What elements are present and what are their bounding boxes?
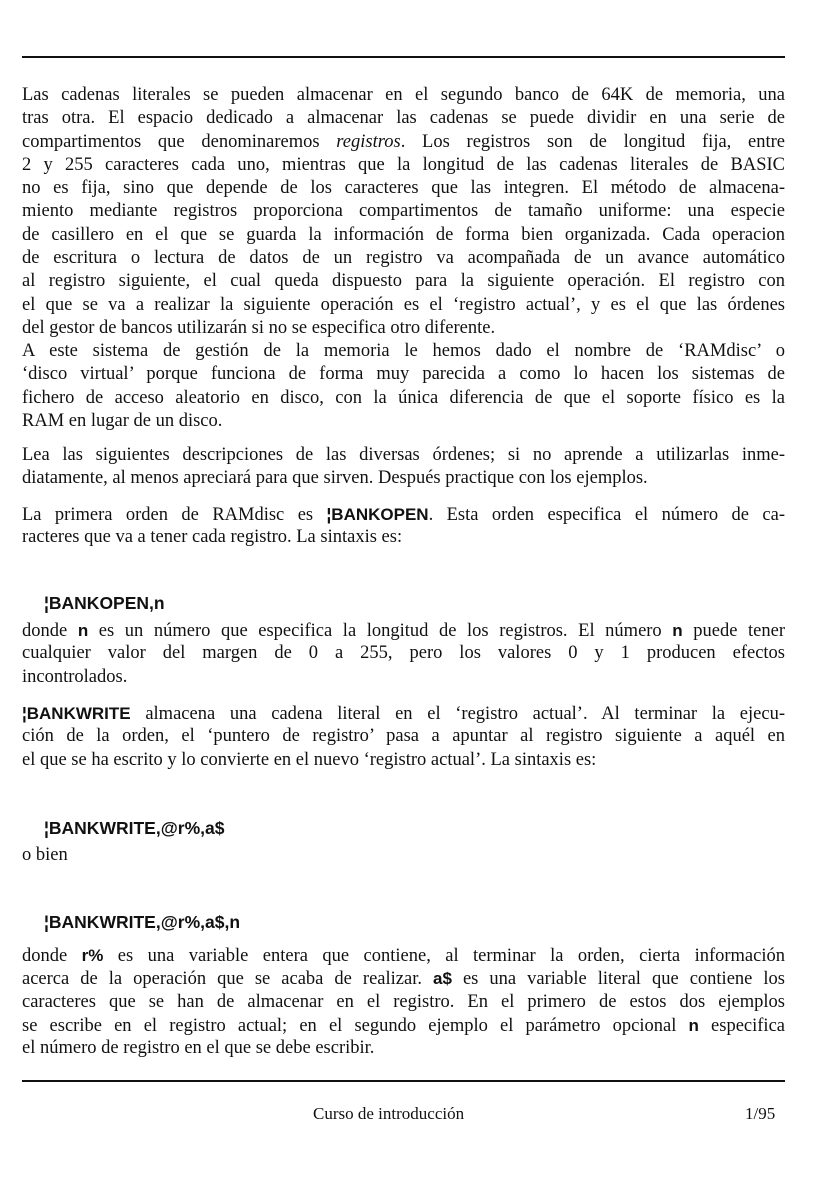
text-line [22, 154, 785, 177]
command-text: n [672, 621, 683, 640]
text-segment: es una variable entera que contiene, al terminar la orden, cierta información [103, 946, 785, 966]
text-segment: es una variable literal que contiene los [451, 969, 785, 990]
text-segment: especifica [698, 1015, 785, 1036]
text-line [22, 467, 785, 490]
text-segment: La primera orden de RAMdisc es [22, 505, 327, 525]
text-line [22, 270, 785, 293]
text-segment: ción de la orden, el ‘puntero de registro’ pasa a apuntar al registro siguiente a aquél en [22, 726, 785, 747]
text-line [22, 642, 785, 665]
text-segment: de escritura o lectura de datos de un registro va acompañada de un avance automático [22, 248, 785, 269]
page-number: 1/95 [745, 1104, 776, 1123]
text-segment: es un número que especifica la longitud de los registros. El número [88, 621, 673, 641]
text-segment: acerca de la operación que se acaba de realizar. [22, 969, 434, 990]
text-line [22, 944, 785, 967]
paragraph-bankwrite [22, 702, 785, 772]
text-segment: A este sistema de gestión de la memoria le hemos dado el nombre de ‘RAMdisc’ o [22, 341, 785, 361]
paragraph-ramdisc [22, 340, 785, 433]
text-line [22, 387, 785, 410]
text-segment: el que se ha escrito y lo convierte en el nuevo ‘registro actual’. La sintaxis es: [22, 749, 597, 770]
text-segment: tras otra. El espacio dedicado a almacenar las cadenas se puede dividir en una serie de [22, 108, 785, 129]
text-segment: no es fija, sino que depende de los caracteres que las integren. El método de almacena- [22, 178, 785, 199]
paragraph-lea [22, 444, 785, 491]
text-segment: RAM en lugar de un disco. [22, 410, 223, 431]
text-line [22, 131, 785, 154]
top-rule [22, 56, 785, 58]
text-segment: diatamente, al menos apreciará para que sirven. Después practique con los ejemplos. [22, 468, 648, 489]
text-line [22, 526, 785, 549]
text-segment: Las cadenas literales se pueden almacenar en el segundo banco de 64K de memoria, una [22, 85, 785, 105]
text-segment: Lea las siguientes descripciones de las diversas órdenes; si no aprende a utilizarlas inme- [22, 445, 785, 465]
text-segment: al registro siguiente, el cual queda dispuesto para la siguiente operación. El registro con [22, 271, 785, 292]
paragraph-bankopen [22, 503, 785, 550]
text-line [22, 247, 785, 270]
command-text: a$ [433, 969, 452, 989]
text-line [22, 177, 785, 200]
text-segment: fichero de acceso aleatorio en disco, con la única diferencia de que el soporte físico es la [22, 387, 785, 408]
text-line [22, 725, 785, 748]
text-segment: el que se va a realizar la siguiente operación es el ‘registro actual’, y es el que las órdenes [22, 294, 785, 315]
paragraph-o-bien [22, 844, 785, 867]
code-bankwrite: ¦BANKWRITE,@r%,a$ [44, 818, 225, 838]
text-line [22, 340, 785, 363]
text-line [22, 107, 785, 130]
code-bankwrite-n: ¦BANKWRITE,@r%,a$,n [44, 912, 241, 932]
text-segment: caracteres que se han de almacenar en el registro. En el primero de estos dos ejemplos [22, 991, 785, 1012]
text-line [22, 666, 785, 689]
text-segment: almacena una cadena literal en el ‘registro actual’. Al terminar la ejecu- [130, 704, 785, 724]
text-segment: donde [22, 946, 82, 966]
text-line [22, 991, 785, 1014]
text-line [22, 967, 785, 990]
text-line [22, 749, 785, 772]
text-segment: puede tener [682, 621, 785, 641]
text-line [22, 410, 785, 433]
command-text: r% [81, 946, 104, 965]
text-segment: el número de registro en el que se debe escribir. [22, 1038, 375, 1059]
command-text: n [77, 621, 89, 640]
text-line [22, 224, 785, 247]
text-segment: ‘disco virtual’ porque funciona de forma muy parecida a como lo hacen los sistemas de [22, 364, 785, 385]
code-bankopen: ¦BANKOPEN,n [44, 593, 165, 613]
footer-title: Curso de introducción [313, 1104, 465, 1123]
text-segment: racteres que va a tener cada registro. La sintaxis es: [22, 527, 403, 548]
text-line [22, 84, 785, 107]
text-segment: de casillero en el que se guarda la información de forma bien organizada. Cada operacion [22, 224, 785, 245]
text-line [22, 1037, 785, 1060]
text-line [22, 317, 785, 340]
text-line [22, 294, 785, 317]
text-line [22, 702, 785, 725]
text-segment: del gestor de bancos utilizarán si no se especifica otro diferente. [22, 317, 496, 338]
text-segment: compartimentos que denominaremos [22, 131, 337, 152]
text-segment: cualquier valor del margen de 0 a 255, pero los valores 0 y 1 producen efectos [22, 643, 785, 664]
text-line [22, 844, 785, 867]
text-segment: se escribe en el registro actual; en el segundo ejemplo el parámetro opcional [22, 1015, 689, 1036]
text-segment: miento mediante registros proporciona compartimentos de tamaño uniforme: una especie [22, 201, 785, 222]
text-line [22, 1014, 785, 1037]
text-segment: o bien [22, 845, 68, 865]
text-line [22, 619, 785, 642]
emphasis-text: registros [336, 131, 401, 152]
paragraph-registros [22, 84, 785, 340]
text-segment: 2 y 255 caracteres cada uno, mientras que la longitud de las cadenas literales de BASIC [22, 154, 785, 175]
text-line [22, 363, 785, 386]
text-line [22, 503, 785, 526]
text-line [22, 200, 785, 223]
bottom-rule [22, 1080, 785, 1082]
paragraph-donde-r [22, 944, 785, 1060]
text-line [22, 444, 785, 467]
paragraph-donde-n [22, 619, 785, 689]
text-segment: donde [22, 621, 78, 641]
command-text: n [688, 1015, 699, 1035]
command-text: ¦BANKOPEN [326, 505, 429, 524]
text-segment: incontrolados. [22, 666, 128, 687]
text-segment: . Esta orden especifica el número de ca- [428, 505, 785, 525]
command-text: ¦BANKWRITE [22, 704, 131, 723]
text-segment: . Los registros son de longitud fija, entre [400, 131, 785, 152]
